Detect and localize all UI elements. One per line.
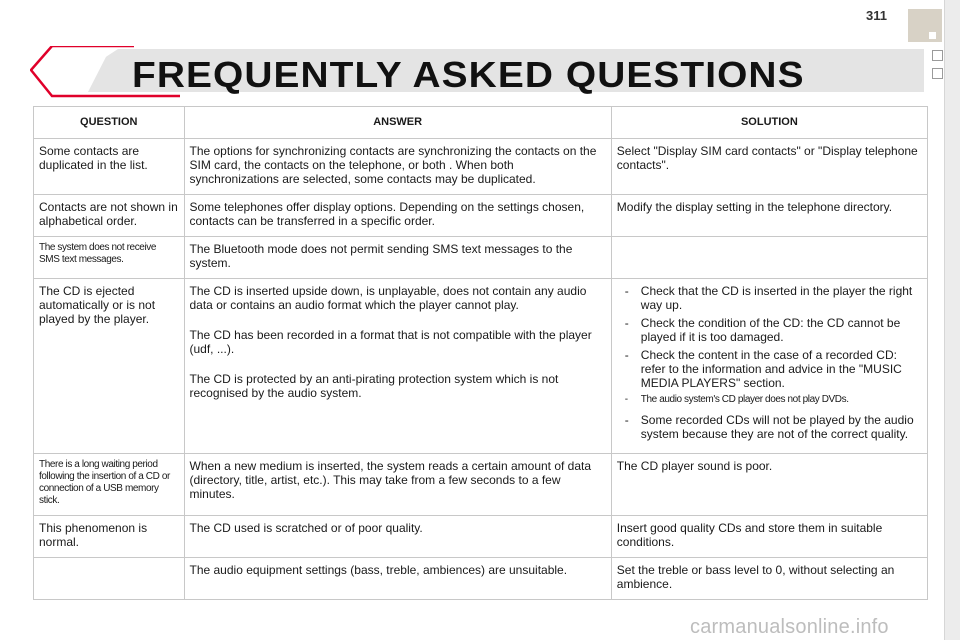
solution-cell [611, 237, 927, 279]
question-cell: Some contacts are duplicated in the list. [34, 139, 185, 195]
question-cell [34, 558, 185, 600]
solution-cell [611, 279, 927, 454]
answer-paragraph: The options for synchronizing contacts are synchronizing the contacts on the SIM card, the contacts on the telephone, or both . When both synchronizations are selected, some contacts may be duplicated. [189, 144, 597, 186]
table-row [34, 139, 928, 195]
answer-paragraph: When a new medium is inserted, the system reads a certain amount of data (directory, title, artist, etc.). This may take from a few seconds to a few minutes. [189, 459, 592, 501]
question-cell: There is a long waiting period following the insertion of a CD or connection of a USB memory stick. [34, 454, 185, 516]
watermark: carmanualsonline.info [690, 616, 889, 638]
list-item: - Check the condition of the CD: the CD cannot be played if it is too damaged. [617, 316, 922, 344]
answer-cell [184, 195, 611, 237]
answer-paragraph: The CD is protected by an anti-pirating protection system which is not recognised by the audio system. [189, 372, 559, 400]
answer-paragraph: The CD used is scratched or of poor quality. [189, 521, 423, 535]
solution-cell: Modify the display setting in the telephone directory. [611, 195, 927, 237]
question-cell: The CD is ejected automatically or is not played by the player. [34, 279, 185, 454]
list-item: - Check that the CD is inserted in the player the right way up. [617, 284, 922, 312]
right-scroll-bar[interactable] [944, 0, 960, 640]
table-row [34, 279, 928, 454]
page-box-icon[interactable] [932, 68, 943, 79]
faq-table [33, 106, 928, 600]
corner-square-icon [929, 32, 936, 39]
table-row [34, 237, 928, 279]
answer-cell [184, 139, 611, 195]
table-row [34, 195, 928, 237]
solution-cell: The CD player sound is poor. [611, 454, 927, 516]
list-item: - Some recorded CDs will not be played by the audio system because they are not of the correct quality. [617, 413, 922, 441]
solution-cell: Select "Display SIM card contacts" or "Display telephone contacts". [611, 139, 927, 195]
question-cell: This phenomenon is normal. [34, 516, 185, 558]
column-header-solution: SOLUTION [611, 107, 927, 139]
page-title: FREQUENTLY ASKED QUESTIONS [132, 54, 805, 95]
page-box-icon[interactable] [932, 50, 943, 61]
answer-paragraph: Some telephones offer display options. Depending on the settings chosen, contacts can be transferred in a specific order. [189, 200, 585, 228]
list-item: - The audio system's CD player does not play DVDs. [617, 394, 922, 406]
answer-cell [184, 558, 611, 600]
table-row [34, 516, 928, 558]
answer-cell [184, 454, 611, 516]
answer-paragraph: The Bluetooth mode does not permit sending SMS text messages to the system. [189, 242, 573, 270]
answer-cell [184, 279, 611, 454]
answer-paragraph: The audio equipment settings (bass, treble, ambiences) are unsuitable. [189, 563, 568, 577]
column-header-question: QUESTION [34, 107, 185, 139]
answer-cell [184, 516, 611, 558]
solution-cell: Set the treble or bass level to 0, without selecting an ambience. [611, 558, 927, 600]
solution-cell: Insert good quality CDs and store them in suitable conditions. [611, 516, 927, 558]
column-header-answer: ANSWER [184, 107, 611, 139]
answer-paragraph: The CD has been recorded in a format that is not compatible with the player (udf, ...). [189, 328, 592, 356]
solution-list [617, 284, 922, 441]
list-item: - Check the content in the case of a recorded CD: refer to the information and advice in the "MUSIC MEDIA PLAYERS" section. [617, 348, 922, 390]
table-header-row [34, 107, 928, 139]
question-cell: The system does not receive SMS text messages. [34, 237, 185, 279]
page-number: 311 [866, 8, 887, 23]
table-row [34, 558, 928, 600]
table-row [34, 454, 928, 516]
answer-paragraph: The CD is inserted upside down, is unplayable, does not contain any audio data or contains an audio format which the player cannot play. [189, 284, 587, 312]
answer-cell [184, 237, 611, 279]
corner-tab [908, 9, 942, 42]
question-cell: Contacts are not shown in alphabetical order. [34, 195, 185, 237]
